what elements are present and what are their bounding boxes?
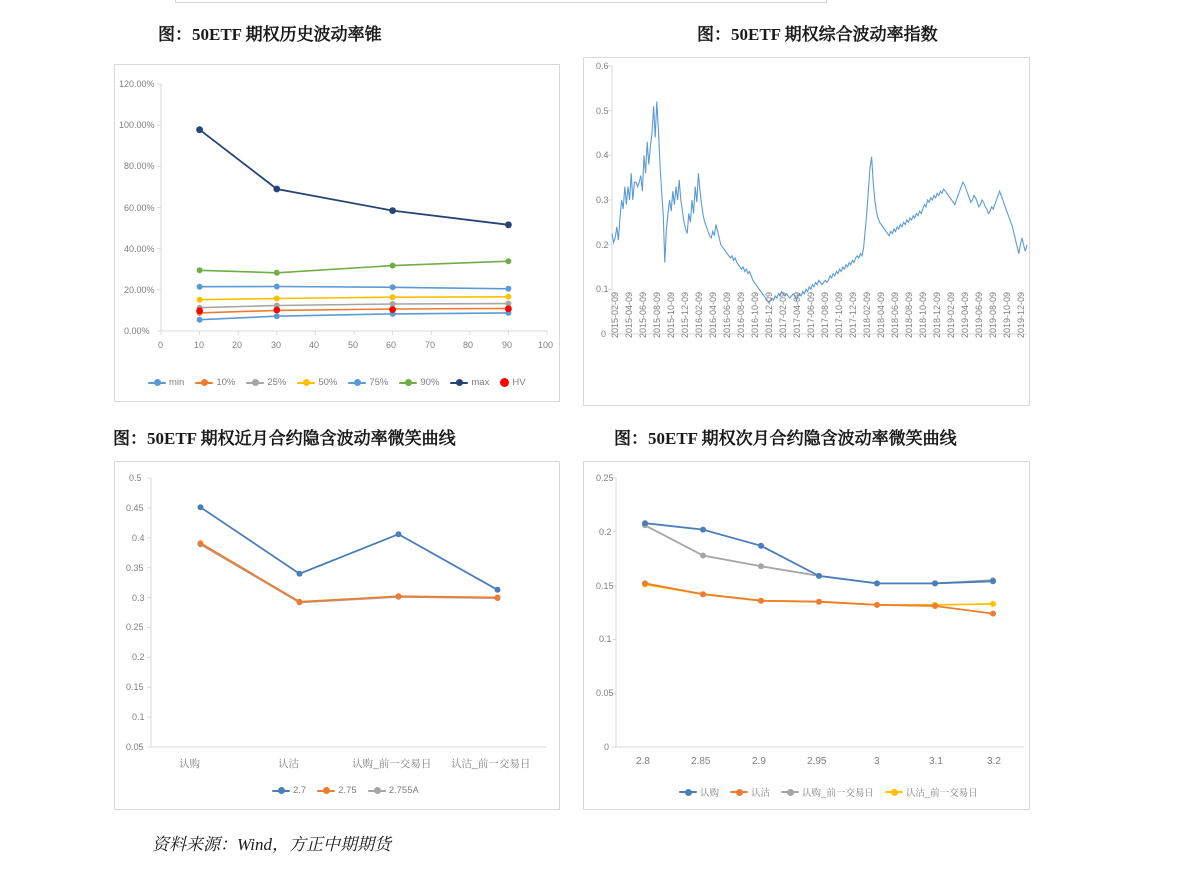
ytick-label: 80.00% [124,161,155,171]
legend-item [500,377,525,388]
xtick-label: 2.9 [752,756,766,767]
xtick-label: 2016-08-09 [736,291,746,338]
legend-swatch-call-prev-icon [781,791,799,793]
xtick-label: 80 [463,340,474,350]
xtick-label: 认购 [179,758,200,770]
legend-swatch-p50-icon [297,382,315,384]
xtick-label: 3.1 [929,756,943,767]
legend-item [399,377,439,388]
xtick-label: 2018-10-09 [918,291,928,338]
figure-title-vol-index: 图：50ETF 期权综合波动率指数 [697,25,938,44]
xtick-label: 2018-02-09 [862,291,872,338]
legend-item [679,785,719,799]
legend-swatch-2-7-icon [272,790,290,792]
ytick-label: 0.1 [599,634,612,644]
xtick-label: 认沽 [278,758,299,770]
ytick-label: 0.3 [132,593,145,603]
xtick-label: 2015-04-09 [624,291,634,338]
xtick-label: 10 [194,340,205,350]
xtick-label: 2016-02-09 [694,291,704,338]
xtick-label: 0 [158,340,164,350]
xtick-label: 60 [386,340,397,350]
ytick-label: 20.00% [124,285,155,295]
legend-swatch-2-755a-icon [368,790,386,792]
xtick-label: 50 [348,340,359,350]
xtick-label: 70 [425,340,436,350]
legend-item [368,785,419,796]
legend-item [730,785,770,799]
xtick-label: 2019-10-09 [1002,291,1012,338]
figure-title-hv-cone: 图：50ETF 期权历史波动率锥 [158,25,382,44]
source-note: 资料来源：Wind，方正中期期货 [152,835,391,854]
legend-label: 90% [420,377,440,388]
xtick-label: 2018-08-09 [904,291,914,338]
ytick-label: 0 [604,742,610,752]
chart-next-smile [583,461,1030,810]
vol-index-line [612,102,1027,303]
xtick-label: 认沽_前一交易日 [451,758,531,770]
ytick-label: 0.35 [126,563,144,573]
ytick-label: 0.5 [129,473,142,483]
legend-swatch-p25-icon [246,382,264,384]
xtick-label: 2016-06-09 [722,291,732,338]
legend-swatch-p90-icon [399,382,417,384]
ytick-label: 0.4 [596,150,609,160]
legend-label: 75% [369,377,389,388]
legend-next-smile [679,785,978,799]
ytick-label: 0.2 [132,652,145,662]
legend-item [885,785,978,799]
ytick-label: 0.15 [596,581,614,591]
xtick-label: 2019-12-09 [1016,291,1026,338]
legend-swatch-2-75-icon [317,790,335,792]
ytick-label: 100.00% [119,120,155,130]
chart-vol-index [583,57,1030,406]
legend-item [195,377,235,388]
ytick-label: 0.05 [596,688,614,698]
xtick-label: 30 [271,340,282,350]
legend-item [317,785,357,796]
xtick-label: 20 [232,340,243,350]
xtick-label: 2016-10-09 [750,291,760,338]
hv-cone-svg [115,65,561,403]
xtick-label: 2018-12-09 [932,291,942,338]
xtick-label: 2015-10-09 [666,291,676,338]
ytick-label: 0 [601,329,607,339]
xtick-label: 100 [538,340,554,350]
chart-near-smile [114,461,560,810]
xtick-label: 2017-04-09 [792,291,802,338]
legend-item [450,377,489,388]
ytick-label: 0.4 [132,533,145,543]
ytick-label: 0.05 [126,742,144,752]
xtick-label: 认购_前一交易日 [352,758,432,770]
xtick-label: 2.85 [691,756,711,767]
xtick-label: 2019-04-09 [960,291,970,338]
figure-title-next-smile: 图：50ETF 期权次月合约隐含波动率微笑曲线 [614,429,957,448]
ytick-label: 0.2 [596,240,609,250]
xtick-label: 2018-04-09 [876,291,886,338]
legend-near-smile [272,785,419,796]
xtick-label: 2017-08-09 [820,291,830,338]
xtick-label: 2015-06-09 [638,291,648,338]
ytick-label: 0.00% [124,326,150,336]
legend-swatch-max-icon [450,382,468,384]
legend-label: max [471,377,490,388]
figure-title-near-smile: 图：50ETF 期权近月合约隐含波动率微笑曲线 [113,429,456,448]
ytick-label: 120.00% [119,79,155,89]
xtick-label: 2017-12-09 [848,291,858,338]
ytick-label: 40.00% [124,244,155,254]
xtick-label: 2017-02-09 [778,291,788,338]
xtick-label: 2017-06-09 [806,291,816,338]
legend-item [272,785,306,796]
legend-label: 认购 [700,788,720,799]
ytick-label: 0.25 [596,473,614,483]
xtick-label: 3 [874,756,880,767]
legend-swatch-call-icon [679,791,697,793]
legend-label: min [169,377,185,388]
vol-index-svg [584,58,1031,407]
legend-label: 50% [318,377,338,388]
xtick-label: 2015-08-09 [652,291,662,338]
ytick-label: 60.00% [124,203,155,213]
xtick-label: 90 [502,340,513,350]
legend-swatch-p10-icon [195,382,213,384]
top-table-remnant [175,0,827,3]
xtick-label: 2015-02-09 [610,291,620,338]
xtick-label: 2015-12-09 [680,291,690,338]
xtick-label: 2019-02-09 [946,291,956,338]
legend-item [297,377,337,388]
legend-item [781,785,874,799]
legend-swatch-put-icon [730,791,748,793]
xtick-label: 2019-06-09 [974,291,984,338]
legend-item [148,377,184,388]
legend-label: 2.75 [338,785,357,796]
ytick-label: 0.2 [599,527,612,537]
ytick-label: 0.45 [126,503,144,513]
ytick-label: 0.1 [596,284,609,294]
legend-label: 认购_前一交易日 [802,788,874,799]
ytick-label: 0.25 [126,622,144,632]
legend-swatch-hv-icon [500,378,509,387]
legend-label: HV [512,377,526,388]
legend-item [246,377,286,388]
xtick-label: 3.2 [987,756,1001,767]
ytick-label: 0.3 [596,195,609,205]
legend-swatch-min-icon [148,382,166,384]
legend-swatch-put-prev-icon [885,791,903,793]
legend-label: 认沽_前一交易日 [905,788,978,799]
legend-label: 2.755A [388,785,419,796]
ytick-label: 0.5 [596,106,609,116]
xtick-label: 2.8 [636,756,650,767]
xtick-label: 40 [309,340,320,350]
chart-hv-cone [114,64,560,402]
xtick-label: 2.95 [807,756,827,767]
xtick-label: 2017-10-09 [834,291,844,338]
legend-label: 10% [216,377,236,388]
legend-item [348,377,388,388]
legend-swatch-p75-icon [348,382,366,384]
legend-label: 25% [267,377,287,388]
legend-label: 认沽 [751,788,771,799]
xtick-label: 2018-06-09 [890,291,900,338]
xtick-label: 2016-12-09 [764,291,774,338]
xtick-label: 2016-04-09 [708,291,718,338]
xtick-label: 2019-08-09 [988,291,998,338]
ytick-label: 0.1 [132,712,145,722]
legend-label: 2.7 [293,785,307,796]
legend-hv-cone [148,377,526,388]
ytick-label: 0.15 [126,682,144,692]
ytick-label: 0.6 [596,61,609,71]
